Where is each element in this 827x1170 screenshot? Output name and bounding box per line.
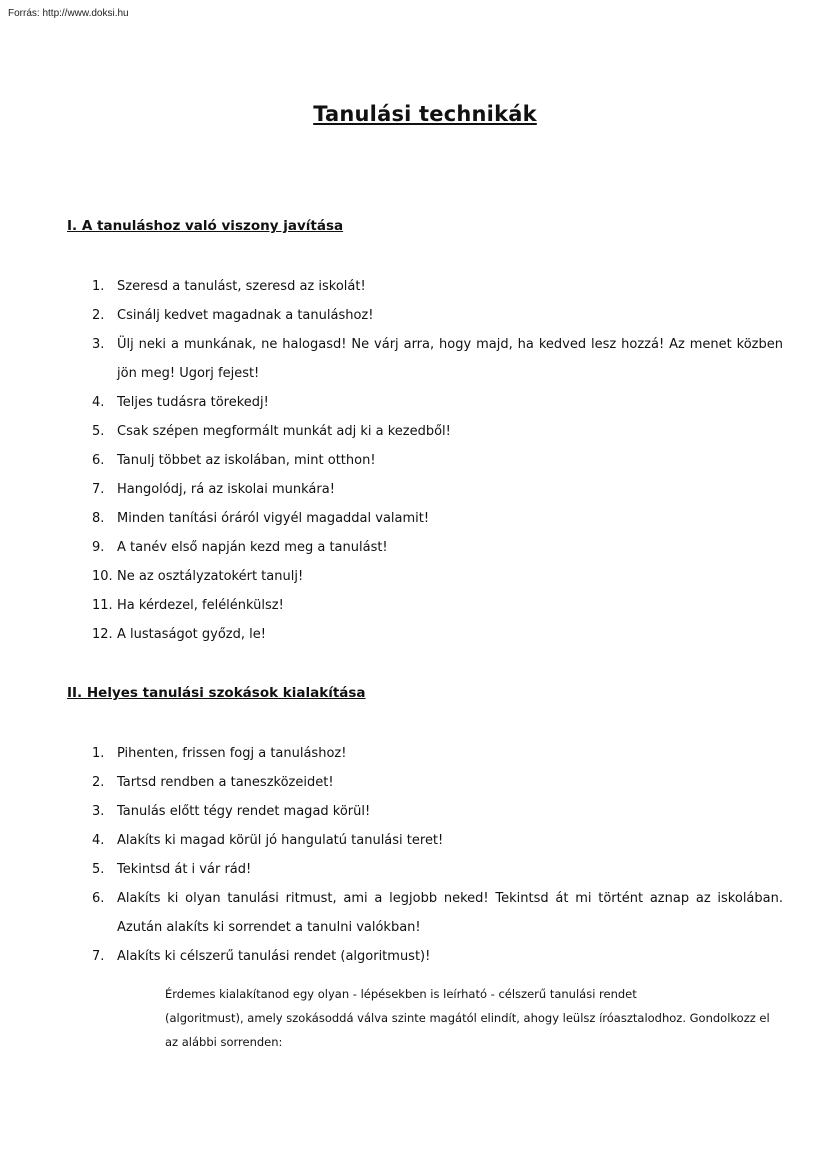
item-text: Pihenten, frissen fogj a tanuláshoz!	[117, 746, 347, 761]
note-line: Érdemes kialakítanod egy olyan - lépésekben is leírható - célszerű tanulási rendet	[165, 987, 637, 1001]
note-line: az alábbi sorrenden:	[165, 1035, 283, 1049]
item-number: 5.	[92, 862, 105, 877]
item-text: Csak szépen megformált munkát adj ki a kezedből!	[117, 424, 451, 439]
document-title: Tanulási technikák	[313, 102, 537, 126]
item-text: Csinálj kedvet magadnak a tanuláshoz!	[117, 308, 374, 323]
item-number: 3.	[92, 804, 105, 819]
item-text: Tanulj többet az iskolában, mint otthon!	[117, 453, 376, 468]
item-number: 7.	[92, 949, 105, 964]
item-number: 1.	[92, 279, 105, 294]
item-text: A tanév első napján kezd meg a tanulást!	[117, 540, 388, 555]
item-text: Minden tanítási óráról vigyél magaddal valamit!	[117, 511, 430, 526]
source-url: Forrás: http://www.doksi.hu	[8, 8, 129, 19]
list-item	[0, 301, 827, 330]
list-item	[0, 504, 827, 533]
list-item	[0, 942, 827, 971]
item-text: Alakíts ki célszerű tanulási rendet (algoritmust)!	[117, 949, 431, 964]
list-item	[0, 417, 827, 446]
list-item	[0, 620, 827, 649]
item-text: Ha kérdezel, felélénkülsz!	[117, 598, 284, 613]
list-item	[0, 768, 827, 797]
item-number: 10.	[92, 569, 113, 584]
list-item	[0, 591, 827, 620]
item-number: 9.	[92, 540, 105, 555]
item-number: 2.	[92, 775, 105, 790]
item-text: Hangolódj, rá az iskolai munkára!	[117, 482, 335, 497]
section-2-heading: II. Helyes tanulási szokások kialakítása	[67, 685, 366, 701]
item-text: Alakíts ki olyan tanulási ritmust, ami a legjobb neked! Tekintsd át mi történt aznap az iskolában. Azután alakíts ki sorrendet a tanulni valókban!	[117, 891, 783, 935]
item-text: Tanulás előtt tégy rendet magad körül!	[117, 804, 371, 819]
list-item	[0, 330, 827, 388]
list-item	[0, 388, 827, 417]
item-text: Ne az osztályzatokért tanulj!	[117, 569, 304, 584]
item-text: Szeresd a tanulást, szeresd az iskolát!	[117, 279, 366, 294]
list-item	[0, 739, 827, 768]
item-number: 5.	[92, 424, 105, 439]
item-text: Alakíts ki magad körül jó hangulatú tanulási teret!	[117, 833, 444, 848]
list-item	[0, 884, 827, 942]
list-item	[0, 797, 827, 826]
item-number: 11.	[92, 598, 113, 613]
list-item	[0, 533, 827, 562]
section-2-list	[0, 739, 827, 971]
item-number: 7.	[92, 482, 105, 497]
item-number: 4.	[92, 833, 105, 848]
list-item	[0, 272, 827, 301]
item-text: Tekintsd át i vár rád!	[117, 862, 252, 877]
item-number: 8.	[92, 511, 105, 526]
section-1-list	[0, 272, 827, 649]
item-text: Teljes tudásra törekedj!	[117, 395, 269, 410]
item-text: Tartsd rendben a taneszközeidet!	[117, 775, 334, 790]
algorithm-note	[165, 982, 775, 1054]
item-number: 6.	[92, 891, 105, 906]
item-number: 12.	[92, 627, 113, 642]
item-text: A lustaságot győzd, le!	[117, 627, 266, 642]
item-text: Ülj neki a munkának, ne halogasd! Ne várj arra, hogy majd, ha kedved lesz hozzá! Az menet közben jön meg! Ugorj fejest!	[117, 337, 783, 381]
section-1-heading: I. A tanuláshoz való viszony javítása	[67, 218, 344, 234]
item-number: 3.	[92, 337, 105, 352]
item-number: 6.	[92, 453, 105, 468]
list-item	[0, 855, 827, 884]
item-number: 1.	[92, 746, 105, 761]
note-line: (algoritmust), amely szokásoddá válva szinte magától elindít, ahogy leülsz íróasztalodhoz. Gondolkozz el	[165, 1011, 770, 1025]
list-item	[0, 826, 827, 855]
item-number: 4.	[92, 395, 105, 410]
list-item	[0, 446, 827, 475]
list-item	[0, 475, 827, 504]
list-item	[0, 562, 827, 591]
item-number: 2.	[92, 308, 105, 323]
